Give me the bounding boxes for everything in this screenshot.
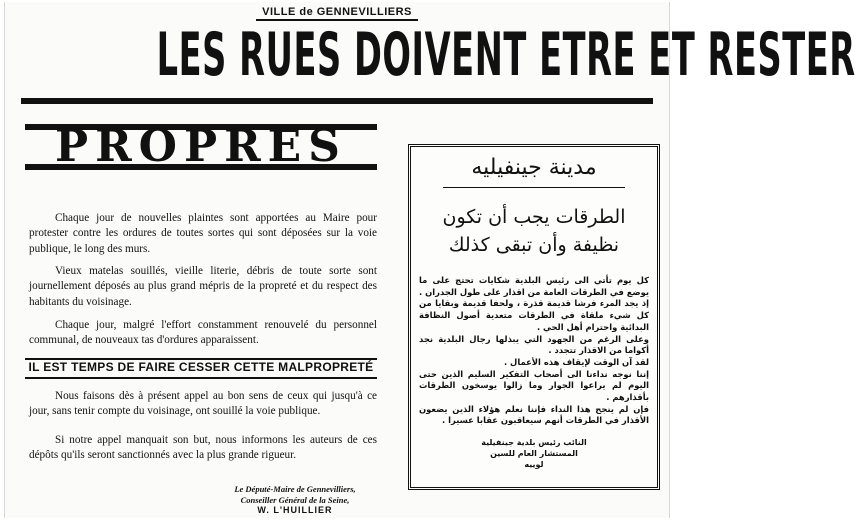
poster bbox=[4, 2, 856, 518]
paragraph-text: Si notre appel manquait son but, nous informons les auteurs de ces dépôts qu'ils seront sanctionnés avec la plus grande rigueur. bbox=[29, 434, 377, 462]
arabic-paragraph: فإن لم ينجح هذا النداء فإننا نعلم هؤلاء الذين يضعون الأقذار في الطرقات أنهم سيعاقبون عقابا عسيرا . bbox=[419, 403, 649, 426]
signature-block bbox=[185, 484, 405, 516]
paragraph-text: Nous faisons dès à présent appel au bon sens de ceux qui jusqu'à ce jour, sans tenir compte du voisinage, ont souillé la voie publique. bbox=[29, 390, 377, 418]
french-paragraph-4 bbox=[29, 389, 377, 420]
arabic-signature bbox=[419, 437, 649, 470]
signature-line-2: Conseiller Général de la Seine, bbox=[240, 494, 350, 505]
arabic-city-title: مدينة جينفيليه bbox=[471, 155, 597, 180]
arabic-headline bbox=[419, 203, 649, 259]
signature-line-1: Le Député-Maire de Gennevilliers, bbox=[234, 484, 356, 494]
subtitle-banner bbox=[25, 121, 377, 172]
arabic-paragraph: إننا نوجه نداءنا الى أصحاب التفكير السليم الذين حتى اليوم لم يراعوا الجوار وما زالوا يوسخون الطرقات بأقذارهم . bbox=[419, 368, 649, 403]
paragraph-text: Vieux matelas souillés, vieille literie, débris de toute sorte sont journellement déposés au plus grand mépris de la propreté et du respect des habitants du voisinage. bbox=[29, 265, 377, 308]
signature-name: W. L'HUILLIER bbox=[257, 505, 333, 515]
french-paragraph-1 bbox=[29, 211, 377, 257]
arabic-headline-line-1: الطرقات يجب أن تكون bbox=[442, 206, 626, 228]
arabic-paragraph: كل يوم تأتي الى رئيس البلدية شكايات تحتج على ما يوضع في الطرقات العامة من اقذار على طول الجدران . إذ يجد المرء فرشا قديمة قذرة ، ولحفا قديمة وبقايا من كل شيء ملقاة في الطرقات متعدية أصول النظافة البدائية واحترام أهل الحي . bbox=[419, 275, 649, 332]
city-name: VILLE de GENNEVILLIERS bbox=[256, 6, 418, 21]
arabic-body bbox=[419, 275, 649, 427]
arabic-headline-line-2: نظيفة وأن تبقى كذلك bbox=[448, 234, 620, 256]
french-paragraph-5 bbox=[29, 433, 377, 464]
arabic-signature-line: المستشار العام للسين bbox=[490, 449, 578, 458]
arabic-paragraph: وعلى الرغم من الجهود التي يبذلها رجال البلدية نجد أكواما من الاقذار تتجدد . bbox=[419, 333, 649, 356]
paragraph-text: Chaque jour de nouvelles plaintes sont apportées au Maire pour protester contre les ordures de toutes sortes qui sont déposées sur la voie publique, le long des murs. bbox=[29, 212, 377, 255]
arabic-notice-box bbox=[408, 144, 660, 490]
main-title: LES RUES DOIVENT ETRE ET RESTER bbox=[156, 20, 856, 90]
paragraph-text: Chaque jour, malgré l'effort constamment renouvelé du personnel communal, de nouveaux tas d'ordures apparaissent. bbox=[29, 319, 377, 347]
slogan: IL EST TEMPS DE FAIRE CESSER CETTE MALPROPRETÉ bbox=[28, 360, 374, 374]
arabic-signature-line: النائب رئيس بلدية جينفيلية bbox=[481, 438, 587, 447]
subtitle: PROPRES bbox=[55, 121, 347, 172]
french-paragraph-3 bbox=[29, 318, 377, 349]
arabic-title-underline bbox=[443, 187, 625, 188]
french-paragraph-2 bbox=[29, 264, 377, 310]
arabic-paragraph: لقد آن الوقت لإيقاف هذه الأعمال . bbox=[503, 356, 649, 367]
title-rule bbox=[21, 98, 653, 104]
arabic-signature-line: لوييه bbox=[524, 460, 544, 469]
slogan-rule-bottom bbox=[25, 377, 377, 379]
